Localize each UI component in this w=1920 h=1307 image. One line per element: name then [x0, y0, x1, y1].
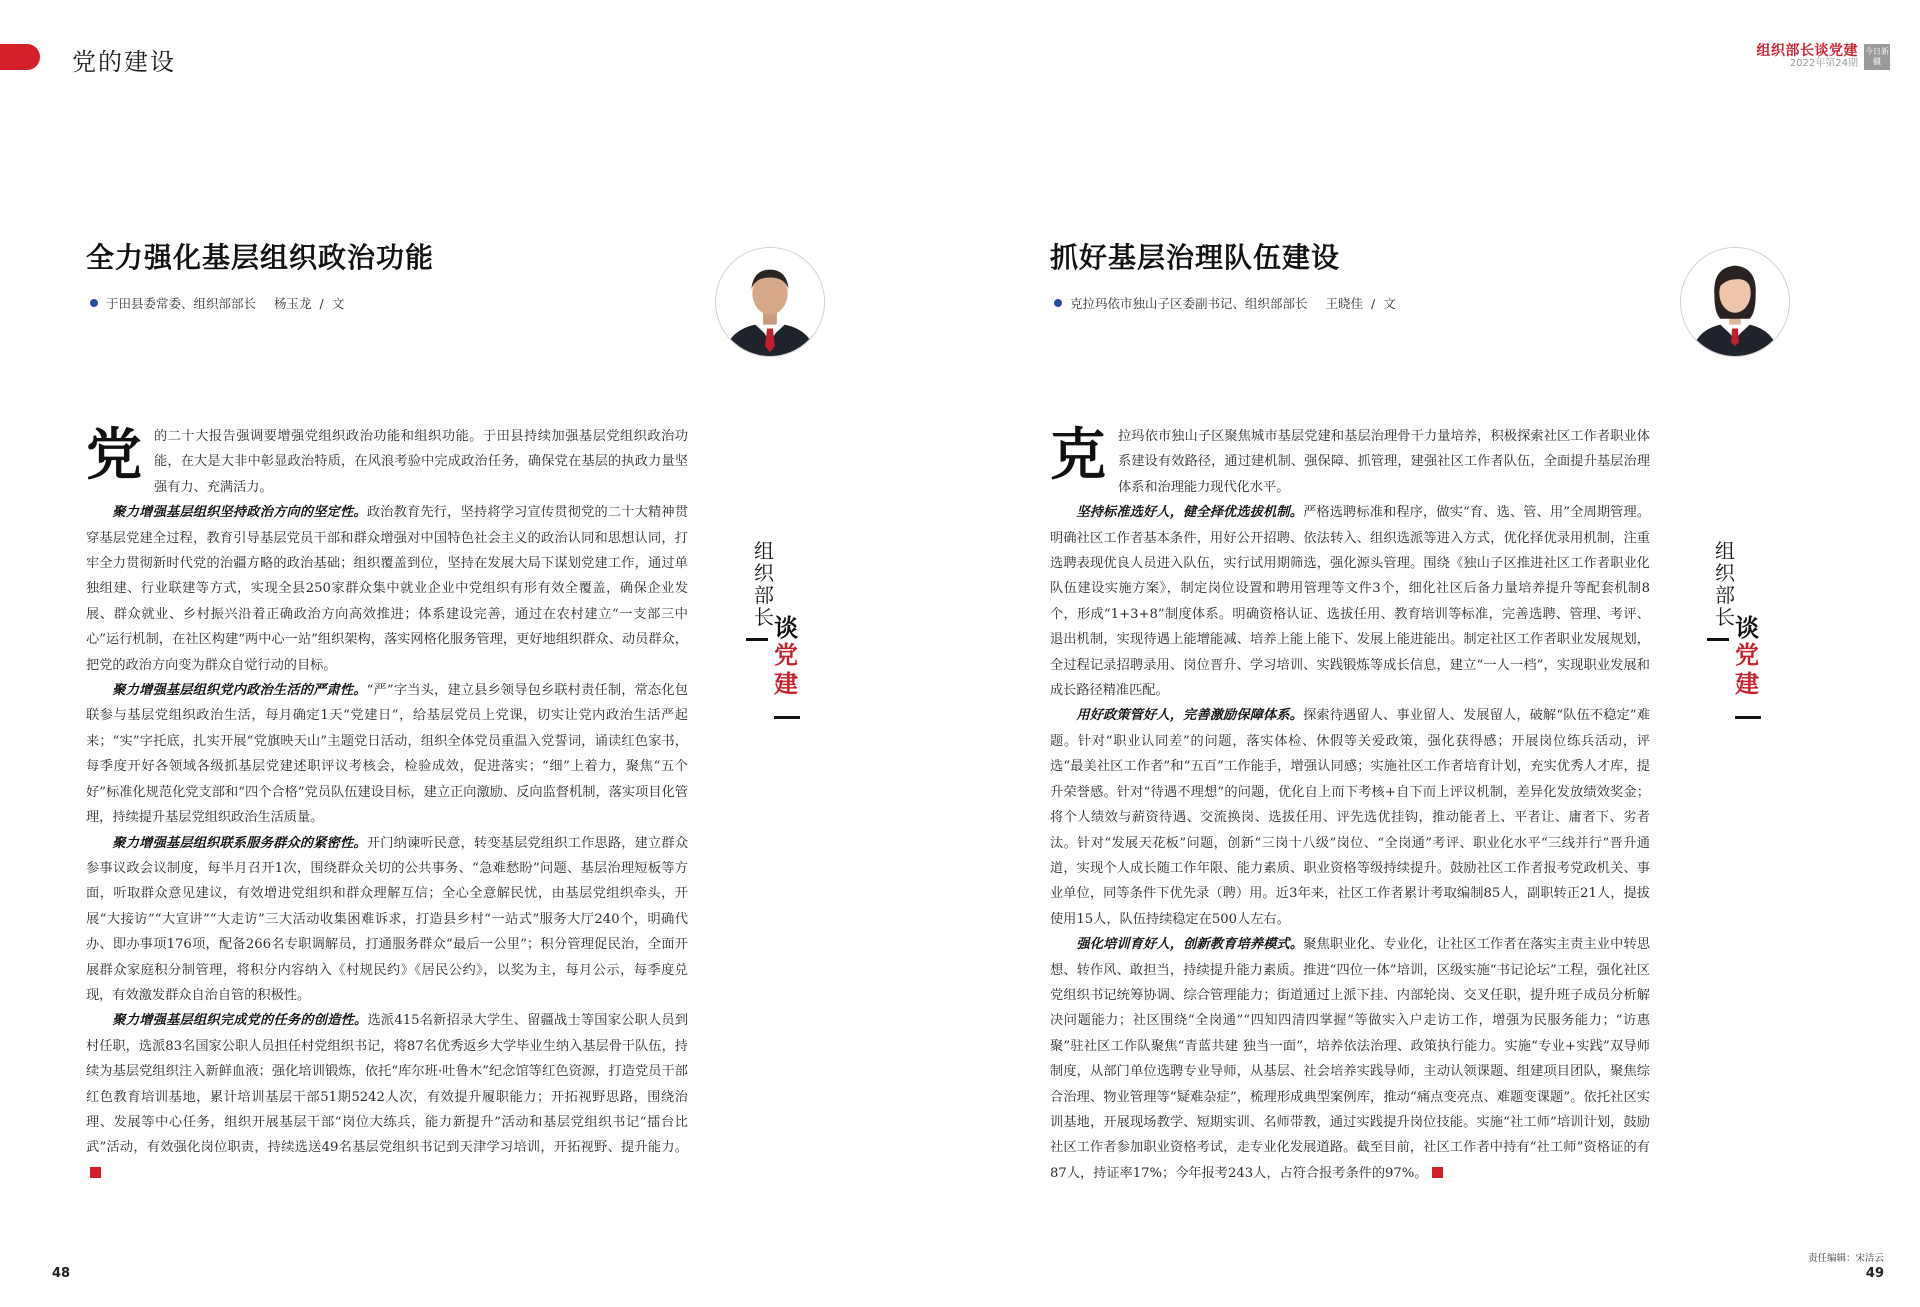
right-byline-suffix: 文	[1383, 296, 1396, 311]
right-lead-paragraph	[1050, 424, 1650, 500]
left-text-1: 政治教育先行，坚持将学习宣传贯彻党的二十大精神贯穿基层党建全过程，教育引导基层党员干部和群众增强对中国特色社会主义的政治认同和思想认同，打牢全力贯彻新时代党的治疆方略的政治基础；组织覆盖到位，坚持在发展大局下谋划党建工作，通过单独组建、行业联建等方式，实现全县250家群众集中就业企业中党组织有形有效全覆盖，确保企业发展、群众就业、乡村振兴沿着正确政治方向高效推进；体系建设完善，通过在农村建立“一支部三中心”运行机制，在社区构建“两中心一站”组织架构，落实网格化服务管理，更好地组织群众、动员群众，把党的政治方向变为群众自觉行动的目标。	[86, 505, 689, 673]
right-article-body	[1050, 424, 1650, 1186]
right-text-3: 聚焦职业化、专业化，让社区工作者在落实主责主业中转思想、转作风、敢担当，持续提升能力素质。推进“四位一体”培训，区级实施“书记论坛”工程，强化社区党组织书记统筹协调、综合管理能力；街道通过上派下挂、内部轮岗、交叉任职，提升班子成员分析解决问题能力；社区围绕“全岗通”“四知四清四掌握”等做实入户走访工作，增强为民服务能力；“访惠聚”驻社区工作队聚焦“青蓝共建 独当一面”，培养依法治理、政策执行能力。实施“专业+实践”双导师制度，从部门单位选聘专业导师，从基层、社会培养实践导师，主动认领课题、组建项目团队，聚焦综合治理、物业管理等“疑难杂症”，梳理形成典型案例库，推动“痛点变亮点、难题变课题”。依托社区实训基地，开展现场教学、短期实训、名师带教，通过实践提升岗位技能。实施“社工师”培训计划，鼓励社区工作者参加职业资格考试，走专业化发展道路。截至目前，社区工作者中持有“社工师”资格证的有87人，持证率17%；今年报考243人，占符合报考条件的97%。	[1050, 937, 1651, 1181]
vertical-char: 织	[754, 561, 774, 585]
right-page-number: 49	[1865, 1266, 1884, 1281]
left-text-3: 开门纳谏听民意，转变基层党组织工作思路，建立群众参事议政会议制度，每半月召开1次，围绕群众关切的公共事务、“急难愁盼”问题、基层治理短板等方面，听取群众意见建议，有效增进党组织和群众理解互信；全心全意解民忧，由基层党组织牵头，开展“大接访”“大宣讲”“大走访”三大活动收集困难诉求，打造县乡村“一站式”服务大厅240个，明确代办、即办事项176项，配备266名专职调解员，打通服务群众“最后一公里”；积分管理促民治，全面开展群众家庭积分制管理，将积分内容纳入《村规民约》《居民公约》，以奖为主，每月公示，每季度兑现，有效激发群众自治自管的积极性。	[86, 835, 689, 1003]
dot-icon	[90, 299, 98, 307]
left-byline-suffix: 文	[331, 296, 345, 311]
right-drop-cap: 克	[1050, 422, 1106, 488]
masthead	[1757, 44, 1891, 70]
right-paragraph-2	[1050, 703, 1650, 932]
avatar	[1680, 247, 1790, 357]
left-vertical-rule-upper	[746, 638, 768, 641]
vertical-char: 组	[754, 539, 774, 563]
right-vertical-rule-upper	[1707, 638, 1729, 641]
right-text-2: 探索待遇留人、事业留人、发展留人，破解“队伍不稳定”难题。针对“职业认同差”的问题，落实体检、休假等关爱政策，强化获得感；开展岗位练兵活动，评选“最美社区工作者”和“五百”工作能手，增强认同感；实施社区工作者培育计划，充实优秀人才库，提升荣誉感。针对“待遇不理想”的问题，优化自上而下考核+自下而上评议机制，差异化发放绩效奖金；将个人绩效与薪资待遇、交流换岗、选拔任用、评先选优挂钩，推动能者上、平者让、庸者下、劣者汰。针对“发展天花板”问题，创新“三岗十八级”岗位、“全岗通”考评、职业化水平“三线并行”晋升通道，实现个人成长随工作年限、能力素质、职业资格等级持续提升。鼓励社区工作者报考党政机关、事业单位，同等条件下优先录（聘）用。近3年来，社区工作者累计考取编制85人，副职转正21人，提拔使用15人，队伍持续稳定在500人左右。	[1050, 708, 1651, 927]
left-page-number: 48	[52, 1266, 71, 1281]
right-subhead-2: 用好政策管好人，完善激励保障体系。	[1076, 708, 1304, 724]
left-vertical-rule-lower	[774, 716, 800, 719]
left-subhead-1: 聚力增强基层组织坚持政治方向的坚定性。	[112, 505, 367, 521]
left-subhead-4: 聚力增强基层组织完成党的任务的创造性。	[112, 1013, 368, 1029]
vertical-char: 织	[1715, 561, 1735, 585]
right-byline	[1054, 294, 1396, 312]
left-byline-org: 于田县委常委、组织部部长	[106, 296, 257, 311]
right-byline-name: 王晓佳	[1325, 296, 1364, 311]
left-paragraph-1	[86, 500, 688, 678]
vertical-char: 长	[1715, 605, 1735, 629]
masthead-badge: 今日新疆	[1864, 44, 1890, 70]
left-lead-text: 的二十大报告强调要增强党组织政治功能和组织功能。于田县持续加强基层党组织政治功能，在大是大非中彰显政治特质，在风浪考验中完成政治任务，确保党在基层的执政力量坚强有力、充满活力。	[154, 429, 688, 495]
left-paragraph-2	[86, 678, 688, 830]
vertical-char: 部	[754, 583, 774, 607]
left-subhead-3: 聚力增强基层组织联系服务群众的紧密性。	[112, 835, 367, 851]
left-vertical-big-2: 党	[774, 640, 798, 669]
avatar	[715, 247, 825, 357]
right-paragraph-3	[1050, 932, 1650, 1186]
section-title: 党的建设	[72, 48, 176, 76]
masthead-issue: 2022年第24期	[1789, 58, 1858, 70]
end-square-icon	[90, 1167, 101, 1178]
left-byline-name: 杨玉龙	[274, 296, 312, 311]
left-byline	[90, 294, 344, 312]
left-paragraph-4	[86, 1008, 688, 1186]
right-vertical-big-3: 建	[1735, 669, 1759, 698]
left-vertical-big-3: 建	[774, 669, 798, 698]
right-byline-sep: /	[1371, 295, 1376, 311]
left-paragraph-3	[86, 831, 688, 1009]
section-tab	[0, 44, 40, 70]
left-lead-paragraph	[86, 424, 688, 500]
vertical-char: 部	[1715, 583, 1735, 607]
left-drop-cap: 党	[86, 422, 142, 488]
right-paragraph-1	[1050, 500, 1650, 703]
right-byline-org: 克拉玛依市独山子区委副书记、组织部部长	[1070, 296, 1308, 311]
left-text-2: “严”字当头，建立县乡领导包乡联村责任制，常态化包联参与基层党组织政治生活，每月确定1天“党建日”，给基层党员上党课，切实让党内政治生活严起来；“实”字托底，扎实开展“党旗映天山”主题党日活动，组织全体党员重温入党誓词，诵读红色家书，每季度开好各领域各级抓基层党建述职评议考核会，检验成效，促进落实；“细”上着力，聚焦“五个好”标准化规范化党支部和“四个合格”党员队伍建设目标，建立正向激励、反向监督机制，落实项目化管理，持续提升基层党组织政治生活质量。	[86, 683, 689, 826]
right-text-1: 严格选聘标准和程序，做实“育、选、管、用”全周期管理。明确社区工作者基本条件，用好公开招聘、依法转入、组织选派等进入方式，优化择优录用机制，注重选聘表现优良人员进入队伍，实行试用期筛选，强化源头管理。围绕《独山子区推进社区工作者职业化队伍建设实施方案》，制定岗位设置和聘用管理等文件3个，细化社区后备力量培养提升等配套机制8个，形成“1+3+8”制度体系。明确资格认证、选拔任用、教育培训等标准，完善选聘、管理、考评、退出机制，实现待遇上能增能减、培养上能上能下、发展上能进能出。制定社区工作者职业发展规划，全过程记录招聘录用、岗位晋升、学习培训、实践锻炼等成长信息，建立“一人一档”，实现职业发展和成长路径精准匹配。	[1050, 505, 1651, 699]
right-vertical-big-1: 谈	[1735, 613, 1759, 642]
left-text-4: 选派415名新招录大学生、留疆战士等国家公职人员到村任职，选派83名国家公职人员担任村党组织书记，将87名优秀返乡大学毕业生纳入基层骨干队伍，持续为基层党组织注入新鲜血液；强化培训锻炼，依托“库尔班·吐鲁木”纪念馆等红色资源，打造党员干部红色教育培训基地，累计培训基层干部51期5242人次，有效提升履职能力；开拓视野思路，围绕治理、发展等中心任务，组织开展基层干部“岗位大练兵，能力新提升”活动和基层党组织书记“擂台比武”活动，有效强化岗位职责，持续选送49名基层党组织书记到天津学习培训，开拓视野、提升能力。	[86, 1013, 689, 1156]
vertical-char: 长	[754, 605, 774, 629]
left-article-body	[86, 424, 688, 1186]
right-vertical-big-2: 党	[1735, 640, 1759, 669]
right-article-title: 抓好基层治理队伍建设	[1050, 241, 1341, 274]
left-byline-sep: /	[319, 295, 324, 311]
right-subhead-3: 强化培训育好人，创新教育培养模式。	[1076, 937, 1304, 953]
dot-icon	[1054, 299, 1062, 307]
right-lead-text: 拉玛依市独山子区聚焦城市基层党建和基层治理骨干力量培养，积极探索社区工作者职业体系建设有效路径，通过建机制、强保障、抓管理，建强社区工作者队伍，全面提升基层治理体系和治理能力现代化水平。	[1118, 429, 1650, 495]
editor-credit: 责任编辑：宋洁云	[1807, 1253, 1884, 1264]
vertical-char: 组	[1715, 539, 1735, 563]
masthead-title: 组织部长谈党建	[1756, 43, 1858, 60]
right-subhead-1: 坚持标准选好人，健全择优选拔机制。	[1076, 505, 1304, 521]
left-article-title: 全力强化基层组织政治功能	[86, 241, 435, 274]
left-vertical-big-1: 谈	[774, 613, 798, 642]
right-vertical-rule-lower	[1735, 716, 1761, 719]
end-square-icon	[1432, 1167, 1443, 1178]
left-subhead-2: 聚力增强基层组织党内政治生活的严肃性。	[112, 683, 367, 699]
